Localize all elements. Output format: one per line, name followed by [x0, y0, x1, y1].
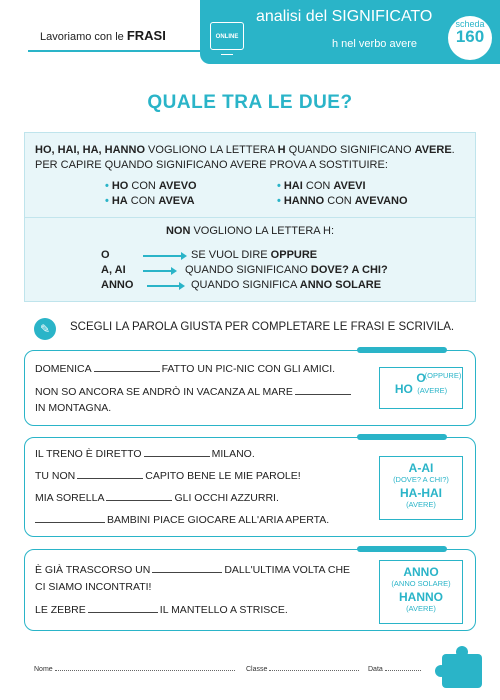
- scheda-label: scheda: [455, 19, 485, 29]
- puzzle-piece-icon: [442, 654, 482, 688]
- rule-pair: O SE VUOL DIRE OPPURE: [101, 249, 318, 261]
- arrow-right-icon: [143, 270, 175, 272]
- exercise-line: DOMENICA FATTO UN PIC-NIC CON GLI AMICI.: [35, 363, 336, 375]
- exercise-line: TU NON CAPITO BENE LE MIE PAROLE!: [35, 470, 301, 482]
- arrow-right-icon: [143, 255, 185, 257]
- rules-intro-h: H: [277, 144, 286, 156]
- page-title: QUALE TRA LE DUE?: [147, 92, 353, 113]
- exercise-line: MIA SORELLA GLI OCCHI AZZURRI.: [35, 492, 279, 504]
- options-box: O (OPPURE) HO (AVERE): [379, 367, 463, 409]
- rules-non: NON VOGLIONO LA LETTERA H:: [165, 225, 335, 237]
- answer-blank[interactable]: [295, 394, 351, 395]
- arrow-right-icon: [147, 285, 183, 287]
- exercise-tab: [357, 434, 447, 440]
- instruction: SCEGLI LA PAROLA GIUSTA PER COMPLETARE LE FRASI E SCRIVILA.: [70, 321, 455, 333]
- header-left-strong: FRASI: [126, 28, 166, 43]
- answer-blank[interactable]: [77, 478, 143, 479]
- exercise-line: IN MONTAGNA.: [35, 402, 112, 414]
- exercise-tab: [357, 347, 447, 353]
- rules-intro-line2: PER CAPIRE QUANDO SIGNIFICANO AVERE PROVA A SOSTITUIRE:: [35, 159, 388, 171]
- rule-pair: ANNO QUANDO SIGNIFICA ANNO SOLARE: [101, 279, 382, 291]
- header-banner: [200, 0, 500, 64]
- header-left: [40, 28, 166, 43]
- footer-classe: [246, 666, 359, 673]
- footer-name: [34, 666, 235, 673]
- data-field[interactable]: [385, 670, 421, 671]
- exercise-line: BAMBINI PIACE GIOCARE ALL'ARIA APERTA.: [35, 512, 329, 528]
- header-subtitle: h nel verbo avere: [332, 38, 417, 50]
- exercise-line: CI SIAMO INCONTRATI!: [35, 581, 152, 593]
- online-monitor-icon[interactable]: ONLINE: [210, 22, 244, 50]
- rules-box: [24, 132, 476, 302]
- exercise-box: [24, 437, 476, 537]
- name-field[interactable]: [55, 670, 235, 671]
- exercise-tab: [357, 546, 447, 552]
- answer-blank[interactable]: [144, 456, 210, 457]
- header-underline: [28, 50, 200, 52]
- footer-classe-label: Classe: [246, 666, 268, 673]
- scheda-number: 160: [455, 27, 485, 46]
- options-box: ANNO (ANNO SOLARE) HANNO (AVERE): [379, 560, 463, 624]
- rules-intro-text: VOGLIONO LA LETTERA: [145, 144, 278, 156]
- classe-field[interactable]: [269, 670, 359, 671]
- rules-intro: [35, 143, 470, 173]
- header-left-prefix: Lavoriamo con le: [40, 31, 124, 43]
- sub-item: • HANNO CON AVEVANO: [277, 195, 408, 207]
- answer-blank[interactable]: [106, 500, 172, 501]
- answer-blank[interactable]: [94, 371, 160, 372]
- scheda-badge: [448, 16, 492, 60]
- sub-item: • HA CON AVEVA: [105, 195, 195, 207]
- rules-intro-words: HO, HAI, HA, HANNO: [35, 144, 145, 156]
- answer-blank[interactable]: [35, 522, 105, 523]
- exercise-line: NON SO ANCORA SE ANDRÒ IN VACANZA AL MARE: [35, 384, 353, 400]
- footer-name-label: Nome: [34, 666, 53, 673]
- answer-blank[interactable]: [88, 612, 158, 613]
- rules-intro-text2: QUANDO SIGNIFICANO: [285, 144, 415, 156]
- rules-divider: [25, 217, 475, 218]
- exercise-box: [24, 350, 476, 426]
- exercise-line: È GIÀ TRASCORSO UN DALL'ULTIMA VOLTA CHE: [35, 564, 351, 576]
- footer-data: [368, 666, 421, 673]
- pencil-icon: ✎: [34, 318, 56, 340]
- sub-item: • HAI CON AVEVI: [277, 180, 366, 192]
- answer-blank[interactable]: [152, 572, 222, 573]
- rules-intro-period: .: [451, 144, 455, 156]
- exercise-line: LE ZEBRE IL MANTELLO A STRISCE.: [35, 604, 288, 616]
- header-title: analisi del SIGNIFICATO: [256, 8, 433, 25]
- rules-intro-avere: AVERE: [414, 144, 452, 156]
- sub-item: • HO CON AVEVO: [105, 180, 197, 192]
- options-box: A-AI (DOVE? A CHI?) HA-HAI (AVERE): [379, 456, 463, 520]
- exercise-line: IL TRENO È DIRETTO MILANO.: [35, 448, 255, 460]
- footer-data-label: Data: [368, 666, 383, 673]
- exercise-box: [24, 549, 476, 631]
- rule-pair: A, AI QUANDO SIGNIFICANO DOVE? A CHI?: [101, 264, 388, 276]
